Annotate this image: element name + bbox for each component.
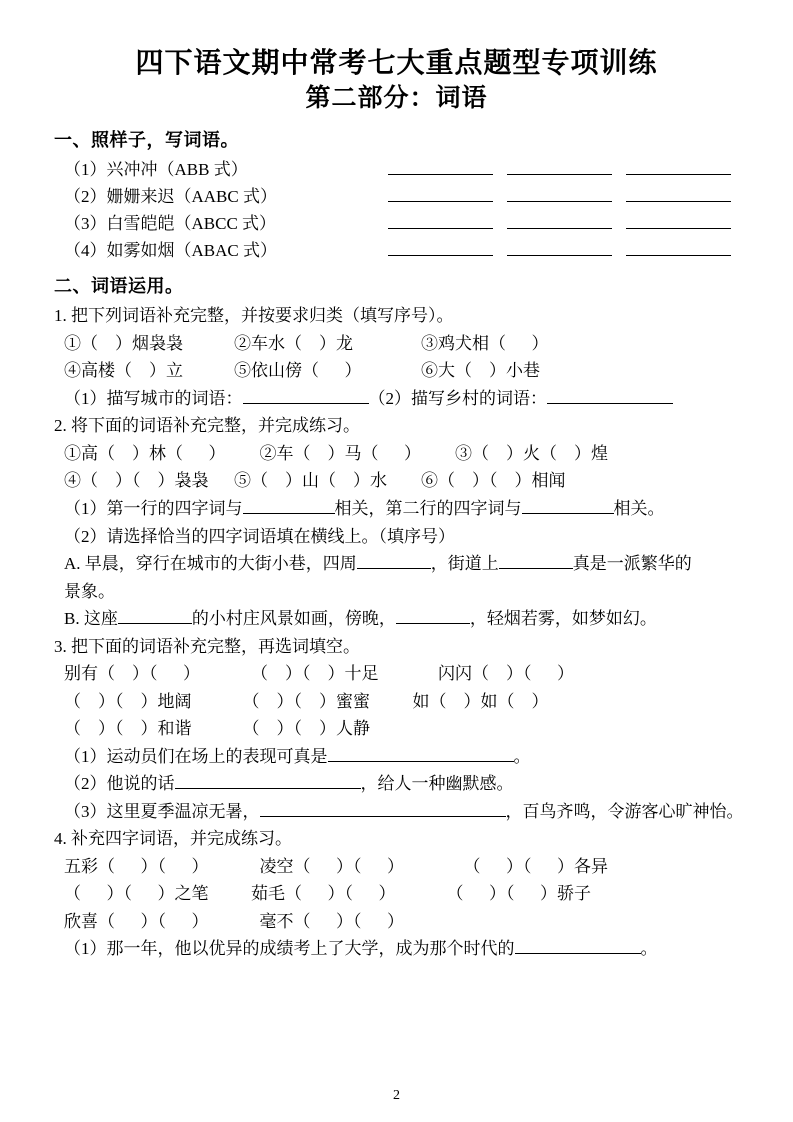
question-3-row-3: （ ）（ ）和谐 （ ）（ ）人静: [64, 719, 370, 739]
q2-a-blank-2[interactable]: [499, 553, 573, 569]
answer-blanks: [388, 186, 739, 202]
section-1-heading: 一、照样子，写词语。: [54, 129, 239, 150]
q4-s1-blank[interactable]: [515, 938, 641, 954]
question-2-prompt: 2. 将下面的词语补充完整，并完成练习。: [54, 416, 360, 436]
question-1-row-1: ①（ ）烟袅袅 ②车水（ ）龙 ③鸡犬相（ ）: [64, 333, 549, 353]
q2-sub1-blank-2[interactable]: [522, 498, 614, 514]
answer-blank[interactable]: [388, 159, 493, 175]
q4-s1-part-a: （1）那一年，他以优异的成绩考上了大学，成为那个时代的: [64, 939, 515, 959]
q3-s2-blank[interactable]: [175, 773, 361, 789]
page-number: 2: [393, 1088, 400, 1103]
list-item: [54, 237, 739, 264]
answer-blank[interactable]: [626, 186, 731, 202]
question-2-item-b: [54, 605, 739, 633]
question-1-classify: [54, 385, 739, 413]
q3-s3-part-b: ，百鸟齐鸣，令游客心旷神怡。: [505, 801, 744, 821]
answer-blanks: [388, 240, 739, 256]
answer-blank[interactable]: [507, 159, 612, 175]
q3-s1-part-a: （1）运动员们在场上的表现可真是: [64, 746, 328, 766]
section-1-item-label: （4）如雾如烟（ABAC 式）: [64, 241, 277, 261]
classify-village-blank[interactable]: [547, 388, 673, 404]
answer-blanks: [388, 213, 739, 229]
q2-b-part-3: ，轻烟若雾，如梦如幻。: [469, 609, 657, 629]
classify-city-blank[interactable]: [243, 388, 369, 404]
q2-sub1-part-a: （1）第一行的四字词与: [64, 498, 243, 518]
answer-blank[interactable]: [507, 240, 612, 256]
q3-s1-blank[interactable]: [328, 746, 514, 762]
question-2-sub-2: （2）请选择恰当的四字词语填在横线上。（填序号）: [64, 526, 455, 546]
section-1-item-label: （2）姗姗来迟（AABC 式）: [64, 186, 277, 206]
q2-a-part-3: 真是一派繁华的: [572, 554, 692, 574]
question-2-item-a: [54, 550, 739, 578]
question-2-row-1: ①高（ ）林（ ） ②车（ ）马（ ） ③（ ）火（ ）煌: [64, 443, 608, 463]
q2-b-part-2: 的小村庄风景如画，傍晚，: [191, 609, 396, 629]
q4-s1-part-b: 。: [640, 939, 658, 959]
classify-village-label: （2）描写乡村的词语：: [368, 388, 547, 408]
question-2-sub-1: [54, 495, 739, 523]
list-item: [54, 156, 739, 183]
answer-blanks: [388, 159, 739, 175]
section-2-heading: 二、词语运用。: [54, 276, 184, 297]
question-2-row-2: ④（ ）（ ）袅袅 ⑤（ ）山（ ）水 ⑥（ ）（ ）相闻: [64, 471, 566, 491]
q2-sub1-part-c: 相关。: [613, 498, 665, 518]
list-item: [54, 183, 739, 210]
answer-blank[interactable]: [626, 240, 731, 256]
classify-city-label: （1）描写城市的词语：: [64, 388, 243, 408]
q3-s3-part-a: （3）这里夏季温凉无暑，: [64, 801, 260, 821]
q2-sub1-part-b: 相关，第二行的四字词与: [334, 498, 522, 518]
q2-a-part-1: A. 早晨，穿行在城市的大街小巷，四周: [64, 554, 357, 574]
q2-a-part-2: ，街道上: [430, 554, 499, 574]
answer-blank[interactable]: [626, 213, 731, 229]
q2-a-blank-1[interactable]: [357, 553, 431, 569]
q2-b-blank-1[interactable]: [118, 608, 192, 624]
question-4-row-3: 欣喜（ ）（ ） 毫不（ ）（ ）: [64, 911, 404, 931]
answer-blank[interactable]: [388, 240, 493, 256]
question-3-row-2: （ ）（ ）地阔 （ ）（ ）蜜蜜 如（ ）如（ ）: [64, 691, 549, 711]
question-1-prompt: 1. 把下列词语补充完整，并按要求归类（填写序号）。: [54, 306, 454, 326]
question-3-row-1: 别有（ ）（ ） （ ）（ ）十足 闪闪（ ）（ ）: [64, 664, 574, 684]
q2-sub1-blank-1[interactable]: [243, 498, 335, 514]
question-4-sub-1: [54, 935, 739, 963]
question-4-prompt: 4. 补充四字词语，并完成练习。: [54, 829, 292, 849]
page-title: 四下语文期中常考七大重点题型专项训练: [135, 48, 658, 79]
q3-s2-part-b: ，给人一种幽默感。: [360, 774, 514, 794]
q2-b-blank-2[interactable]: [396, 608, 470, 624]
section-1-item-label: （3）白雪皑皑（ABCC 式）: [64, 213, 277, 233]
question-1-row-2: ④高楼（ ）立 ⑤依山傍（ ） ⑥大（ ）小巷: [64, 361, 540, 381]
question-4-row-2: （ ）（ ）之笔 茹毛（ ）（ ） （ ）（ ）骄子: [64, 884, 591, 904]
q3-s2-part-a: （2）他说的话: [64, 774, 175, 794]
q3-s3-blank[interactable]: [260, 801, 506, 817]
page-subtitle: 第二部分：词语: [305, 85, 488, 112]
question-3-sub-1: [54, 743, 739, 771]
answer-blank[interactable]: [388, 186, 493, 202]
answer-blank[interactable]: [626, 159, 731, 175]
question-4-row-1: 五彩（ ）（ ） 凌空（ ）（ ） （ ）（ ）各异: [64, 856, 608, 876]
section-1-item-label: （1）兴冲冲（ABB 式）: [64, 159, 248, 179]
answer-blank[interactable]: [507, 186, 612, 202]
question-2-item-a-cont: 景象。: [64, 581, 115, 601]
answer-blank[interactable]: [388, 213, 493, 229]
question-3-sub-2: [54, 770, 739, 798]
q3-s1-part-b: 。: [513, 746, 531, 766]
question-3-prompt: 3. 把下面的词语补充完整，再选词填空。: [54, 636, 360, 656]
question-3-sub-3: [54, 798, 744, 826]
answer-blank[interactable]: [507, 213, 612, 229]
q2-b-part-1: B. 这座: [64, 609, 118, 629]
list-item: [54, 210, 739, 237]
